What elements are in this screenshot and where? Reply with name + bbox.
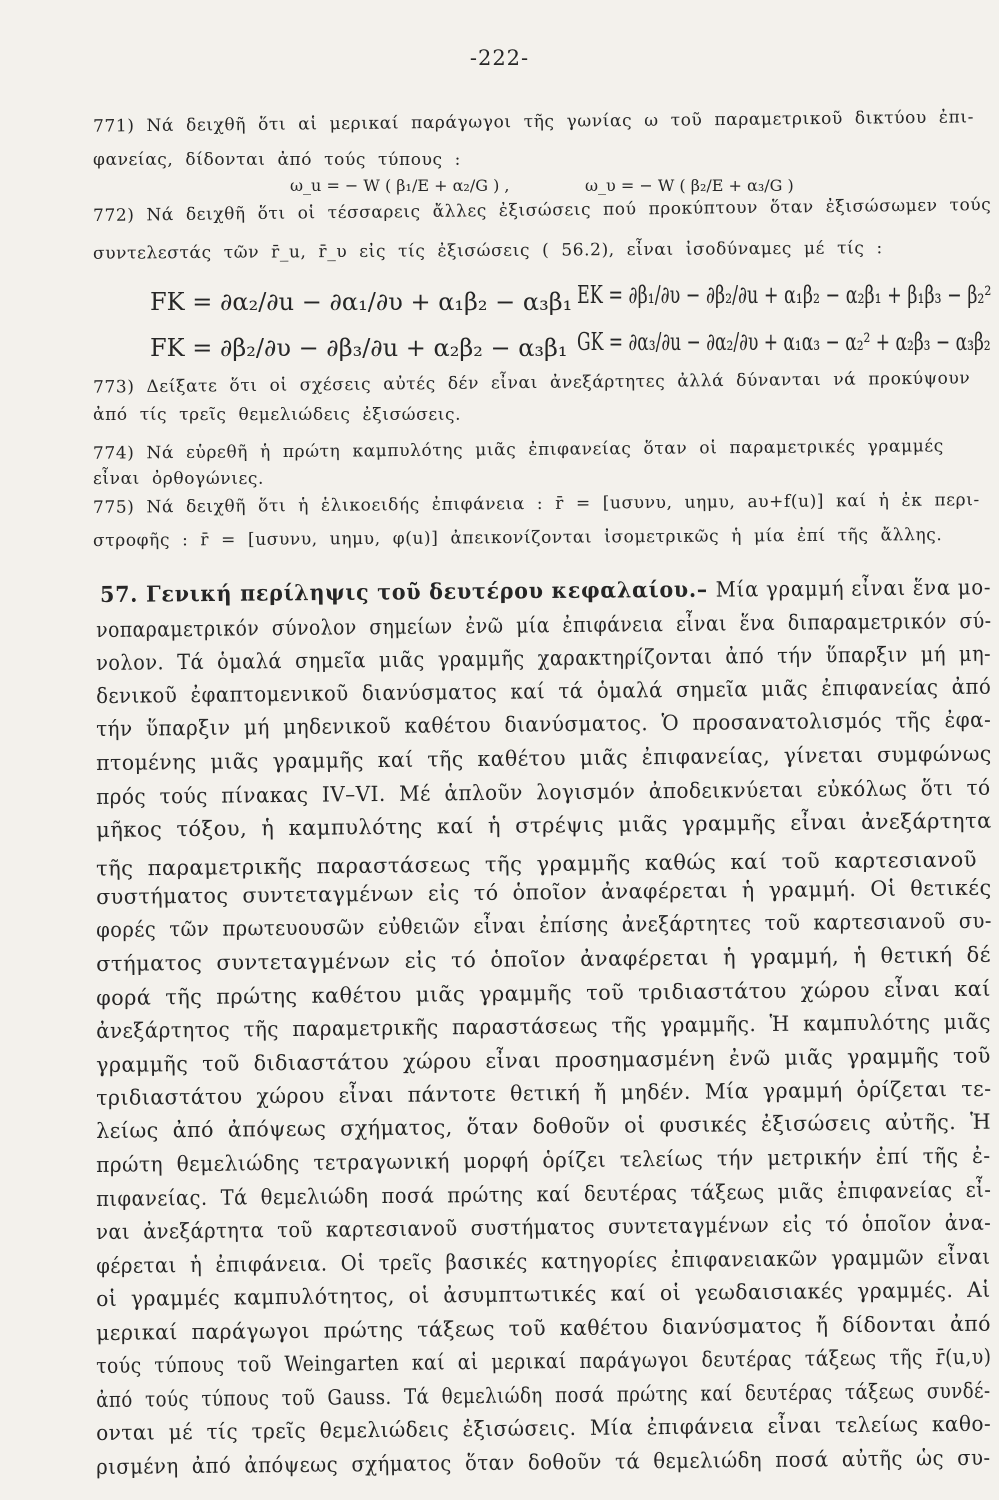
exercise-775-line-1: 775) Νά δειχθῆ ὅτι ἡ ἑλικοειδής ἐπιφάνεια : r̄ = [uσυνυ, uημυ, aυ+f(u)] καί ἡ ἐκ περι- [92,490,980,518]
section-body-line: νοπαραμετρικόν σύνολον σημείων ἐνῶ μία ἐπιφάνεια εἶναι ἕνα διπαραμετρικόν σύ- [96,608,992,642]
section-body-line: τήν ὕπαρξιν μή μηδενικοῦ καθέτου διανύσματος. Ὁ προσανατολισμός τῆς ἐφα- [96,707,992,741]
section-body-line: μῆκος τόξου, ἡ καμπυλότης καί ἡ στρέψις μιᾶς γραμμῆς εἶναι ἀνεξάρτητα [96,808,992,842]
equation-ek: EK = ∂β₁/∂υ − ∂β₂/∂u + α₁β₂ − α₂β₁ + β₁β₃ − β₂² [577,281,992,309]
section-body-line: πτομένης μιᾶς γραμμῆς καί τῆς καθέτου μιᾶς ἐπιφανείας, γίνεται συμφώνως [96,741,992,775]
section-body-line: ἀνεξάρτητος τῆς παραμετρικῆς παραστάσεως τῆς γραμμῆς. Ἡ καμπυλότης μιᾶς [96,1009,992,1043]
section-title-row [100,574,991,608]
section-title: 57. Γενική περίληψις τοῦ δευτέρου κεφαλαίου.– [100,576,708,608]
equation-fk-1: FK = ∂α₂/∂u − ∂α₁/∂υ + α₁β₂ − α₃β₁ [150,288,573,316]
section-body-line: τῆς παραμετρικῆς παραστάσεως τῆς γραμμῆς καθώς καί τοῦ καρτεσιανοῦ [95,847,978,881]
section-body-line: γραμμῆς τοῦ διδιαστάτου χώρου εἶναι προσημασμένη ἐνῶ μιᾶς γραμμῆς τοῦ [96,1043,991,1077]
section-body-line: πρώτη θεμελιώδης τετραγωνική μορφή ὁρίζει τελείως τήν μετρικήν ἐπί τῆς ἐ- [96,1143,991,1177]
exercise-774-line-1: 774) Νά εὑρεθῆ ἡ πρώτη καμπυλότης μιᾶς ἐπιφανείας ὅταν οἱ παραμετρικές γραμμές [92,436,944,464]
section-body-line: λείως ἀπό ἀπόψεως σχήματος, ὅταν δοθοῦν οἱ φυσικές ἐξισώσεις αὐτῆς. Ἡ [96,1109,992,1143]
section-body-line: ναι ἀνεξάρτητα τοῦ καρτεσιανοῦ συστήματος συντεταγμένων εἰς τό ὁποῖον ἀνα- [96,1210,992,1244]
exercise-775-line-2: στροφῆς : r̄ = [uσυνυ, uημυ, φ(u)] ἀπεικονίζονται ἰσομετρικῶς ἡ μία ἐπί τῆς ἄλλης. [92,525,943,551]
exercise-772-line-2: συντελεστάς τῶν r̄_u, r̄_υ εἰς τίς ἐξισώσεις ( 56.2), εἶναι ἰσοδύναμες μέ τίς : [92,238,883,264]
section-body-line: ἀπό τούς τύπους τοῦ Gauss. Τά θεμελιώδη ποσά πρώτης καί δευτέρας τάξεως συνδέ- [96,1378,991,1412]
section-body-line: ρισμένη ἀπό ἀπόψεως σχήματος ὅταν δοθοῦν τά θεμελιώδη ποσά αὐτῆς ὡς συ- [96,1445,991,1479]
section-body-line: τριδιαστάτου χώρου εἶναι πάντοτε θετική ἤ μηδέν. Μία γραμμή ὁρίζεται τε- [96,1076,992,1110]
section-body-line: φορά τῆς πρώτης καθέτου μιᾶς γραμμῆς τοῦ τριδιαστάτου χώρου εἶναι καί [96,976,991,1010]
section-body-line: νολον. Τά ὁμαλά σημεῖα μιᾶς γραμμῆς χαρακτηρίζονται ἀπό τήν ὕπαρξιν μή μη- [96,641,992,675]
section-body-line: ονται μέ τίς τρεῖς θεμελιώδεις ἐξισώσεις. Μία ἐπιφάνεια εἶναι τελείως καθο- [96,1411,992,1445]
section-title-continuation: Μία γραμμή εἶναι ἕνα μο- [715,575,992,602]
section-body-line: μερικαί παράγωγοι πρώτης τάξεως τοῦ καθέτου διανύσματος ἤ δίδονται ἀπό [96,1311,992,1345]
section-body-line: οἱ γραμμές καμπυλότητος, οἱ ἀσυμπτωτικές καί οἱ γεωδαισιακές γραμμές. Αἱ [96,1277,991,1311]
exercise-771-formula-omega-v: ω_υ = − W ( β₂/E + α₃/G ) [585,176,794,195]
exercise-773-line-1: 773) Δείξατε ὅτι οἱ σχέσεις αὐτές δέν εἶναι ἀνεξάρτητες ἀλλά δύνανται νά προκύψουν [92,368,971,398]
section-body-line: δενικοῦ ἐφαπτομενικοῦ διανύσματος καί τά ὁμαλά σημεῖα μιᾶς ἐπιφανείας ἀπό [96,674,992,708]
section-body-line: πρός τούς πίνακας IV–VI. Μέ ἁπλοῦν λογισμόν ἀποδεικνύεται εὐκόλως ὅτι τό [96,775,991,809]
section-body-line: συστήματος συντεταγμένων εἰς τό ὁποῖον ἀναφέρεται ἡ γραμμή. Οἱ θετικές [96,875,992,909]
exercise-771-formula-omega-u: ω_u = − W ( β₁/E + α₂/G ) , [290,176,510,195]
exercise-774-line-2: εἶναι ὀρθογώνιες. [93,469,265,489]
exercise-771-line-1: 771) Νά δειχθῆ ὅτι αἱ μερικαί παράγωγοι τῆς γωνίας ω τοῦ παραμετρικοῦ δικτύου ἐπι- [92,107,975,137]
section-body-line: στήματος συντεταγμένων εἰς τό ὁποῖον ἀναφέρεται ἡ γραμμή, ἡ θετική δέ [96,942,992,976]
page-number: -222- [469,46,530,70]
exercise-773-line-2: ἀπό τίς τρεῖς θεμελιώδεις ἐξισώσεις. [93,405,462,425]
section-body-line: πιφανείας. Τά θεμελιώδη ποσά πρώτης καί δευτέρας τάξεως μιᾶς ἐπιφανείας εἶ- [96,1177,992,1211]
section-body-line: φέρεται ἡ ἐπιφάνεια. Οἱ τρεῖς βασικές κατηγορίες ἐπιφανειακῶν γραμμῶν εἶναι [96,1244,991,1278]
exercise-772-line-1: 772) Νά δειχθῆ ὅτι οἱ τέσσαρεις ἄλλες ἐξισώσεις πού προκύπτουν ὅταν ἐξισώσωμεν τούς [93,195,992,226]
exercise-771-line-2: φανείας, δίδονται ἀπό τούς τύπους : [93,150,461,170]
equation-fk-2: FK = ∂β₂/∂υ − ∂β₃/∂u + α₂β₂ − α₃β₁ [150,334,568,362]
section-body-line: τούς τύπους τοῦ Weingarten καί αἱ μερικαί παράγωγοι δευτέρας τάξεως τῆς r̄(u,υ) [96,1344,992,1378]
section-body-line: φορές τῶν πρωτευουσῶν εὐθειῶν εἶναι ἐπίσης ἀνεξάρτητες τοῦ καρτεσιανοῦ συ- [96,908,993,942]
equation-gk: GK = ∂α₃/∂u − ∂α₂/∂υ + α₁α₃ − α₂² + α₂β₃ − α₃β₂ [577,328,991,356]
